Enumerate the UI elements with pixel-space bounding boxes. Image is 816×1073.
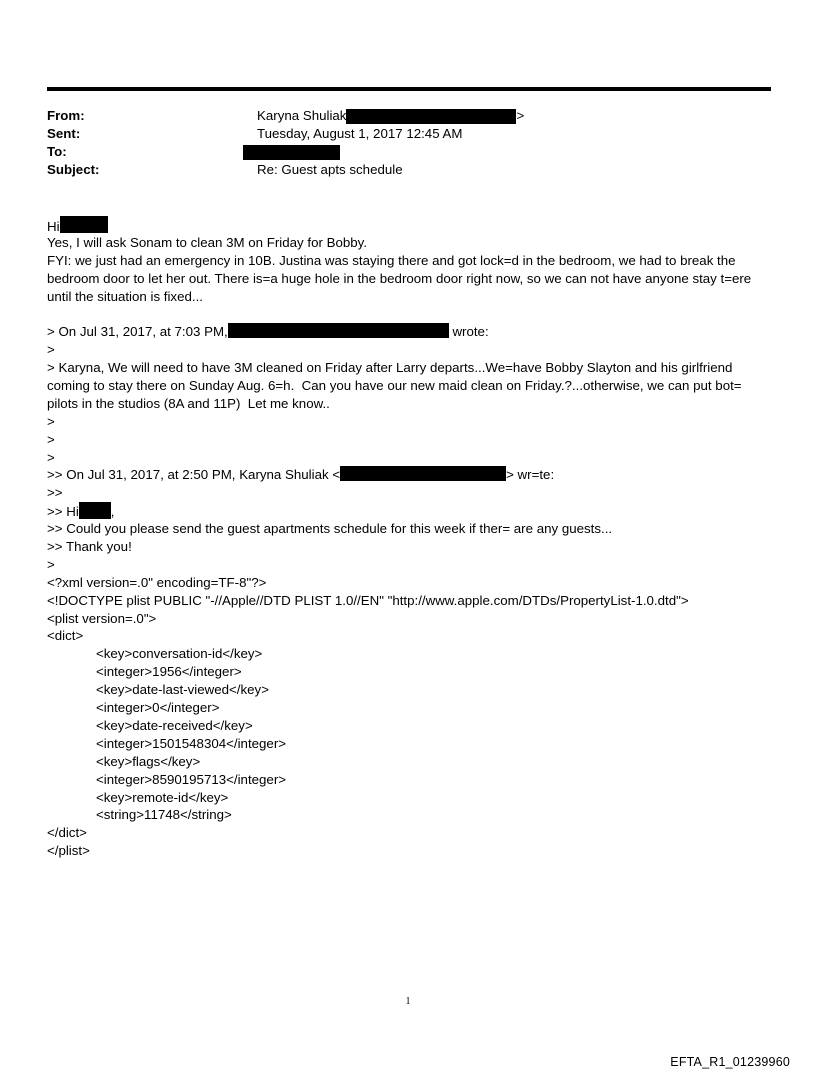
- sent-value: Tuesday, August 1, 2017 12:45 AM: [257, 126, 463, 141]
- redaction-block: [60, 216, 108, 233]
- page-number: 1: [405, 996, 411, 1007]
- redaction-block: [346, 109, 516, 124]
- xml-line: </dict>: [47, 825, 87, 841]
- quote-header-line: >> On Jul 31, 2017, at 2:50 PM, Karyna Shuliak < > wr=te:: [47, 467, 555, 483]
- quote-line: >>: [47, 485, 63, 501]
- body-line: until the situation is fixed...: [47, 288, 203, 304]
- greeting-line: Hi: [47, 216, 777, 234]
- quote-line: >> Could you please send the guest apartments schedule for this week if ther= are any guests...: [47, 521, 613, 537]
- xml-line: <?xml version=.0" encoding=TF-8"?>: [47, 574, 267, 590]
- body-line: FYI: we just had an emergency in 10B. Justina was staying there and got lock=d in the bedroom, we had to break the: [47, 252, 736, 268]
- from-name: Karyna Shuliak: [257, 108, 347, 123]
- from-label: From:: [47, 108, 85, 123]
- xml-line: </plist>: [47, 843, 90, 859]
- email-header: [47, 107, 771, 179]
- redaction-block: [340, 466, 506, 481]
- sent-label: Sent:: [47, 126, 81, 141]
- xml-line: <key>flags</key>: [96, 753, 201, 769]
- subject-value: Re: Guest apts schedule: [257, 162, 403, 177]
- subject-row: [47, 161, 771, 179]
- xml-line: <!DOCTYPE plist PUBLIC "-//Apple//DTD PLIST 1.0//EN" "http://www.apple.com/DTDs/PropertyList-1.0.dtd">: [47, 592, 689, 608]
- sent-row: [47, 125, 771, 143]
- from-tail: >: [516, 108, 525, 123]
- quote-line: >> Hi ,: [47, 504, 115, 520]
- subject-label: Subject:: [47, 162, 100, 177]
- redaction-block: [79, 502, 111, 519]
- to-row: [47, 143, 771, 161]
- xml-line: <key>date-last-viewed</key>: [96, 682, 269, 698]
- body-line: bedroom door to let her out. There is=a huge hole in the bedroom door right now, so we can not have anyone stay t=ere: [47, 270, 752, 286]
- header-rule: [47, 87, 771, 91]
- xml-line: <key>conversation-id</key>: [96, 646, 263, 662]
- quote-line: >: [47, 431, 55, 447]
- xml-line: <key>date-received</key>: [96, 717, 253, 733]
- xml-line: <integer>0</integer>: [96, 700, 220, 716]
- from-row: [47, 107, 771, 125]
- xml-line: <dict>: [47, 628, 84, 644]
- email-body: [47, 216, 777, 860]
- quote-line: >: [47, 556, 55, 572]
- quote-line: >: [47, 342, 55, 358]
- redaction-block: [228, 323, 449, 338]
- quote-line: >> Thank you!: [47, 539, 132, 555]
- bates-number: EFTA_R1_01239960: [670, 1055, 790, 1069]
- xml-line: <string>11748</string>: [96, 807, 232, 823]
- body-line: Yes, I will ask Sonam to clean 3M on Friday for Bobby.: [47, 234, 368, 250]
- quote-header-line: > On Jul 31, 2017, at 7:03 PM, wrote:: [47, 324, 489, 340]
- quote-line: > Karyna, We will need to have 3M cleaned on Friday after Larry departs...We=have Bobby Slayton and his girlfriend: [47, 360, 733, 376]
- quote-line: pilots in the studios (8A and 11P) Let me know..: [47, 395, 330, 411]
- quote-line: >: [47, 413, 55, 429]
- redaction-block: [243, 145, 340, 160]
- quote-line: coming to stay there on Sunday Aug. 6=h. Can you have our new maid clean on Friday.?...otherwise, we can put bot=: [47, 378, 742, 394]
- xml-line: <integer>1501548304</integer>: [96, 735, 287, 751]
- xml-line: <key>remote-id</key>: [96, 789, 229, 805]
- to-label: To:: [47, 144, 67, 159]
- quote-line: >: [47, 449, 55, 465]
- xml-line: <integer>1956</integer>: [96, 664, 242, 680]
- xml-line: <plist version=.0">: [47, 610, 157, 626]
- xml-line: <integer>8590195713</integer>: [96, 771, 287, 787]
